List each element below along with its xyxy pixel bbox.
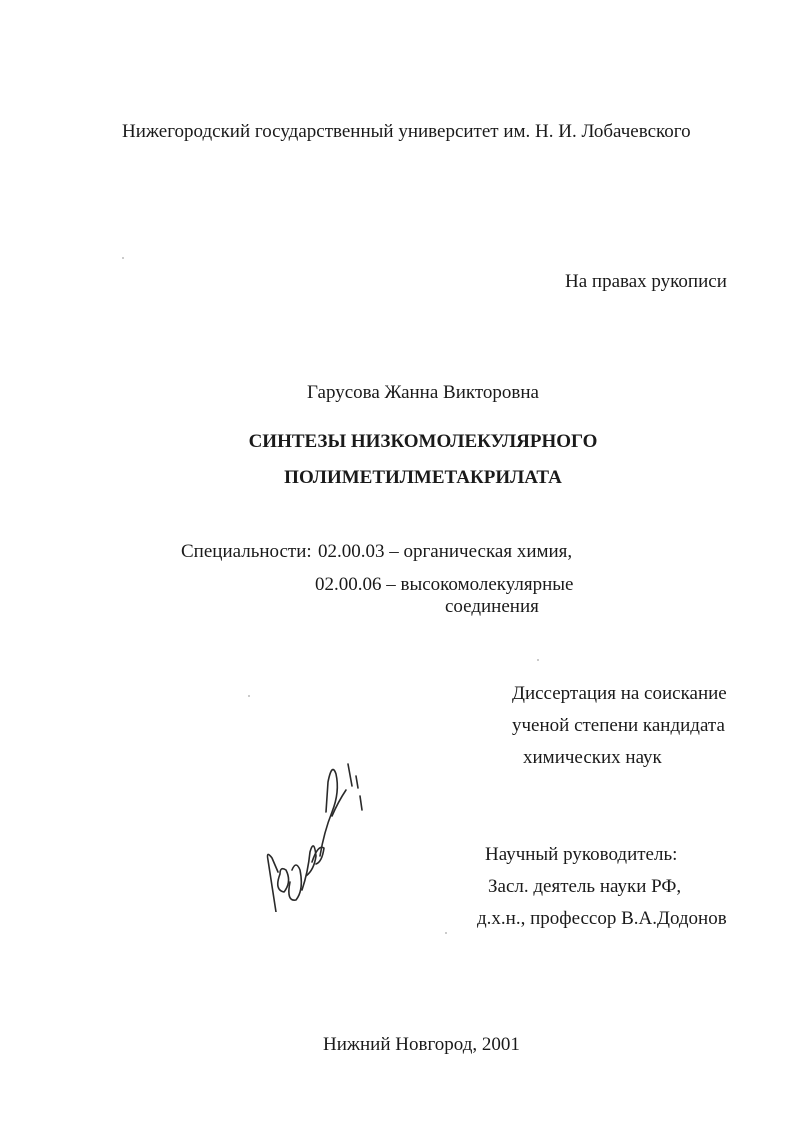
- rights-note: На правах рукописи: [565, 271, 727, 292]
- supervisor-line-1: Научный руководитель:: [485, 844, 678, 865]
- handwritten-signature: [262, 752, 372, 912]
- specialties-label: Специальности:: [181, 541, 312, 562]
- specialty-2-line-2: соединения: [445, 596, 539, 617]
- university-name: Нижегородский государственный университет им. Н. И. Лобачевского: [122, 121, 691, 142]
- scan-speck: [445, 932, 447, 934]
- city-year: Нижний Новгород, 2001: [323, 1034, 520, 1055]
- supervisor-line-3: д.х.н., профессор В.А.Додонов: [477, 908, 727, 929]
- scan-speck: [122, 257, 124, 259]
- scan-speck: [248, 695, 250, 697]
- scan-speck: [537, 659, 539, 661]
- dissertation-line-2: ученой степени кандидата: [512, 715, 725, 736]
- title-line-2: ПОЛИМЕТИЛМЕТАКРИЛАТА: [284, 467, 562, 488]
- dissertation-line-1: Диссертация на соискание: [512, 683, 727, 704]
- supervisor-line-2: Засл. деятель науки РФ,: [488, 876, 682, 897]
- dissertation-line-3: химических наук: [523, 747, 662, 768]
- specialty-1: 02.00.03 – органическая химия,: [318, 541, 573, 562]
- author-name: Гарусова Жанна Викторовна: [307, 382, 539, 403]
- title-line-1: СИНТЕЗЫ НИЗКОМОЛЕКУЛЯРНОГО: [248, 431, 598, 452]
- specialty-2-line-1: 02.00.06 – высокомолекулярные: [315, 574, 574, 595]
